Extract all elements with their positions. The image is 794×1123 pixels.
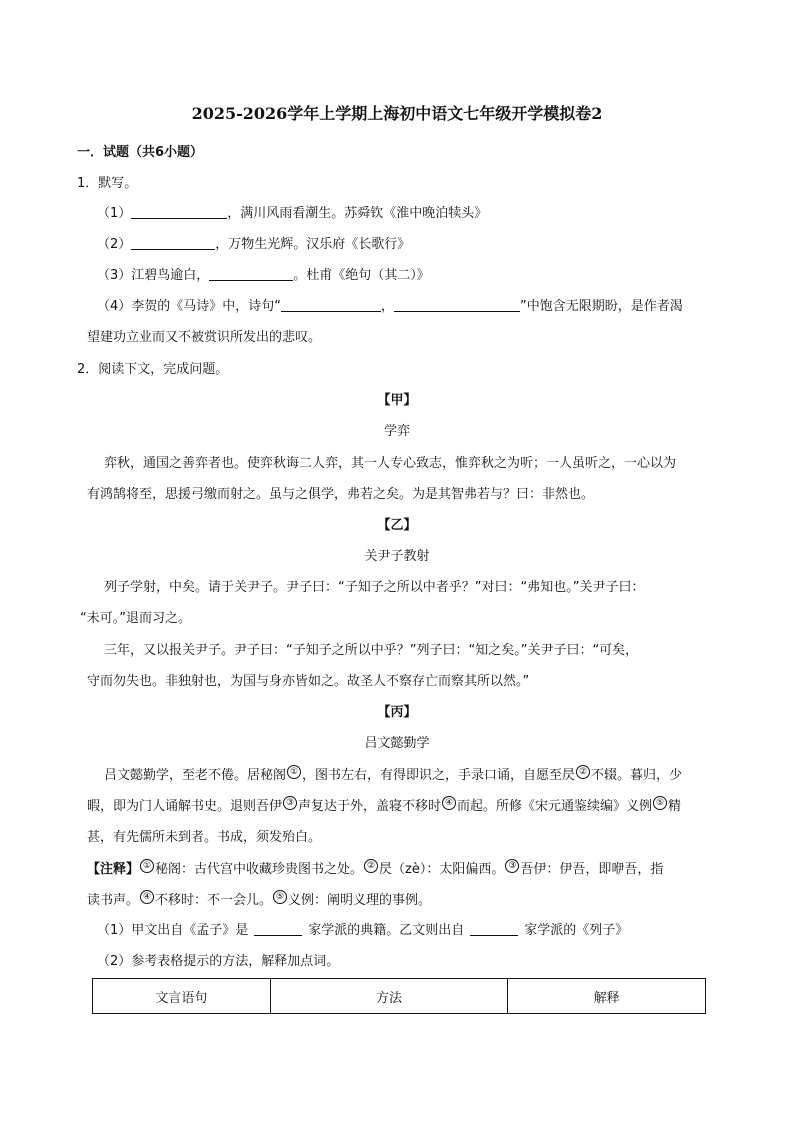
passage-jia-tag: 【甲】: [377, 393, 417, 408]
q1-stem: 1．默写。: [77, 176, 138, 191]
q1-item-2: [97, 235, 410, 255]
fill-blank[interactable]: [281, 297, 381, 312]
table-header-cell: 文言语句: [93, 979, 271, 1014]
text-span: 吾伊：伊吾，即咿吾，指: [520, 862, 664, 877]
answer-table: [92, 978, 706, 1014]
table-header-cell: 方法: [270, 979, 507, 1014]
notes-label: 【注释】: [87, 862, 140, 877]
q2-sub-1: [97, 921, 628, 941]
text-span: 家学派的典籍。乙文则出自: [308, 923, 465, 938]
footnote-marker: ①: [140, 859, 154, 873]
q1-item-1-text: ，满川风雨看潮生。苏舜钦《淮中晚泊犊头》: [227, 206, 488, 221]
passage-yi-line: 列子学射，中矣。请于关尹子。尹子曰：“子知子之所以中者乎？”对曰：“弗知也。”关尹子曰：: [104, 580, 645, 595]
fill-blank[interactable]: [394, 297, 520, 312]
footnote-marker: ①: [287, 765, 301, 779]
passage-yi-line: 守而勿失也。非独射也，为国与身亦皆如之。故圣人不察存亡而察其所以然。”: [87, 674, 530, 689]
page-title: 2025-2026学年上学期上海初中语文七年级开学模拟卷2: [191, 104, 603, 123]
text-span: 不移时：不一会儿。: [155, 893, 273, 908]
section-heading: 一．试题（共6小题）: [77, 145, 204, 160]
q1-item-3-source: 。杜甫《绝句（其二）》: [293, 268, 430, 283]
passage-jia-line: 有鸿鹄将至，思援弓缴而射之。虽与之俱学，弗若之矣。为是其智弗若与？曰：非然也。: [87, 487, 595, 502]
text-span: 声复达于外，盖寝不移时: [298, 799, 442, 814]
text-span: ，图书左右，有得即识之，手录口诵，自愿至昃: [302, 768, 576, 783]
q1-item-1-prefix: （1）: [97, 206, 132, 221]
passage-bing-line: [87, 796, 681, 817]
table-header-row: [93, 979, 706, 1014]
text-span: 吕文懿勤学，至老不倦。居秘阁: [104, 768, 287, 783]
q1-item-4-comma: ，: [381, 299, 395, 314]
q1-item-4-text: （4）李贺的《马诗》中，诗句“: [97, 299, 282, 314]
passage-bing-tag: 【丙】: [377, 705, 417, 720]
fill-blank[interactable]: [131, 235, 215, 250]
passage-jia-line: 弈秋，通国之善弈者也。使弈秋诲二人弈，其一人专心致志，惟弈秋之为听；一人虽听之，一心以为: [104, 456, 677, 471]
text-span: 读书声。: [87, 893, 140, 908]
footnote-marker: ⑤: [273, 890, 287, 904]
fill-blank[interactable]: [470, 921, 518, 936]
q1-item-4-continued: 望建功立业而又不被赏识所发出的悲叹。: [87, 330, 322, 345]
text-span: 精: [668, 799, 682, 814]
text-span: 秘阁：古代宫中收藏珍贵图书之处。: [155, 862, 364, 877]
notes-line: [87, 890, 431, 911]
fill-blank[interactable]: [131, 204, 227, 219]
text-span: 义例：阐明义理的事例。: [288, 893, 432, 908]
footnote-marker: ②: [364, 859, 378, 873]
q1-item-4: [97, 297, 683, 317]
text-span: 家学派的《列子》: [524, 923, 629, 938]
footnote-marker: ④: [442, 796, 456, 810]
q2-sub-2: （2）参考表格提示的方法，解释加点词。: [97, 954, 340, 969]
passage-jia-title: 学弈: [383, 424, 410, 439]
passage-yi-line: 三年，又以报关尹子。尹子曰：“子知子之所以中乎？”列子曰：“知之矣。”关尹子曰：“可矣，: [104, 643, 639, 658]
passage-bing-line: 甚，有先儒所未到者。书成，须发殆白。: [87, 830, 322, 845]
footnote-marker: ④: [140, 890, 154, 904]
fill-blank[interactable]: [254, 921, 302, 936]
q1-item-3: [97, 266, 430, 286]
footnote-marker: ⑤: [653, 796, 667, 810]
q1-item-2-text: ，万物生光辉。汉乐府《长歌行》: [215, 237, 411, 252]
q1-item-2-prefix: （2）: [97, 237, 132, 252]
text-span: 不辍。暮归，少: [591, 768, 683, 783]
fill-blank[interactable]: [209, 266, 293, 281]
passage-yi-line: “未可。”退而习之。: [80, 611, 191, 626]
footnote-marker: ③: [283, 796, 297, 810]
passage-yi-tag: 【乙】: [377, 518, 417, 533]
q1-item-3-text: （3）江碧鸟逾白，: [97, 268, 210, 283]
text-span: 昃（zè）：太阳偏西。: [379, 862, 505, 877]
footnote-marker: ③: [505, 859, 519, 873]
passage-bing-line: [104, 765, 682, 786]
passage-bing-title: 吕文懿勤学: [364, 736, 430, 751]
text-span: （1）甲文出自《孟子》是: [97, 923, 249, 938]
q1-item-4-tail: ”中饱含无限期盼，是作者渴: [520, 299, 683, 314]
passage-yi-title: 关尹子教射: [364, 549, 430, 564]
q2-stem: 2．阅读下文，完成问题。: [77, 362, 229, 377]
text-span: 暇，即为门人诵解书史。退则吾伊: [87, 799, 283, 814]
text-span: 而起。所修《宋元通鉴续编》义例: [457, 799, 653, 814]
notes-line: [87, 859, 663, 880]
footnote-marker: ②: [576, 765, 590, 779]
q1-item-1: [97, 204, 487, 224]
table-header-cell: 解释: [508, 979, 706, 1014]
